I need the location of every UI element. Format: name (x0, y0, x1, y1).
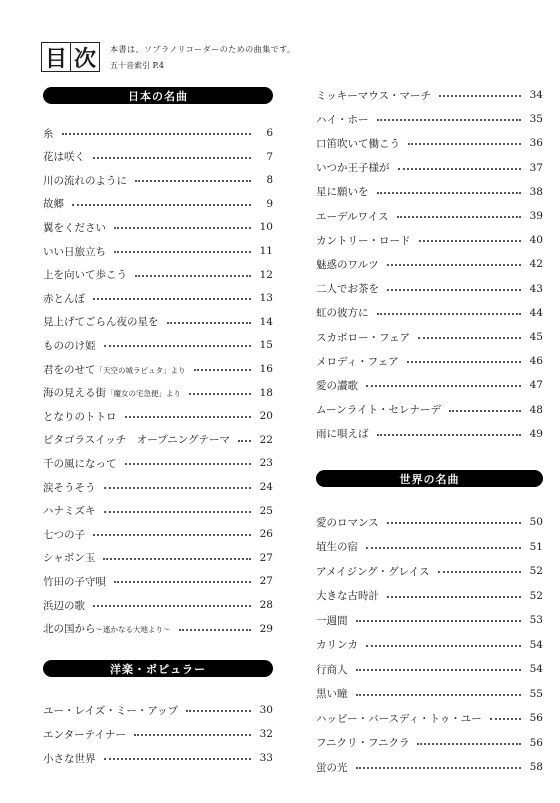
page-number: 34 (529, 89, 543, 101)
leader-dots (238, 440, 251, 442)
page-number: 16 (259, 363, 273, 375)
song-title: フニクリ・フニクラ (316, 737, 410, 749)
leader-dots (438, 571, 521, 573)
page-number: 55 (529, 687, 543, 700)
page-number: 14 (259, 315, 273, 328)
song-title: 北の国から～遙かなる大地より～ (43, 623, 171, 636)
song-title: ピタゴラスイッチ オープニングテーマ (43, 434, 231, 447)
page-number: 37 (529, 161, 543, 174)
toc-entry (43, 148, 273, 166)
section-japanese (43, 87, 273, 636)
leader-dots (93, 605, 251, 607)
song-title: もののけ姫 (43, 339, 96, 352)
song-title: ミッキーマウス・マーチ (316, 89, 431, 102)
toc-entry (316, 401, 543, 419)
toc-entry (316, 134, 543, 152)
page-number: 24 (259, 481, 273, 493)
toc-entry (43, 478, 273, 496)
song-note: 「天空の城ラピュタ」より (95, 365, 186, 375)
song-title: カントリー・ロード (316, 234, 411, 247)
song-title: 虹の彼方に (316, 307, 369, 320)
toc-entry (316, 328, 543, 346)
leader-dots (104, 487, 252, 489)
leader-dots (377, 119, 522, 121)
toc-entry (43, 620, 273, 638)
leader-dots (407, 361, 521, 363)
leader-dots (93, 157, 251, 159)
song-title: 口笛吹いて働こう (316, 137, 400, 150)
song-title: 君をのせて「天空の城ラピュタ」より (43, 363, 186, 376)
page-number: 11 (259, 245, 273, 257)
page-number: 32 (259, 728, 273, 740)
toc-entry (43, 124, 273, 142)
page-number: 49 (529, 427, 543, 440)
song-title: スカボロー・フェア (316, 331, 410, 344)
leader-dots (377, 313, 522, 315)
page-number: 20 (259, 410, 273, 423)
toc-entry (316, 513, 543, 531)
song-title: 愛のロマンス (316, 516, 379, 529)
song-title: 竹田の子守唄 (43, 575, 106, 588)
toc-entry (316, 587, 543, 605)
leader-dots (62, 133, 252, 135)
page-number: 15 (259, 339, 273, 352)
song-title: ユー・レイズ・ミー・アップ (43, 704, 179, 717)
song-title: アメイジング・グレイス (316, 565, 430, 578)
leader-dots (194, 369, 252, 371)
song-title: 七つの子 (43, 528, 85, 541)
song-title: シャボン玉 (43, 552, 96, 565)
leader-dots (103, 558, 251, 560)
page-number: 56 (529, 712, 543, 724)
toc-entry (43, 431, 273, 449)
leader-dots (356, 767, 522, 769)
page-number: 44 (529, 306, 543, 319)
section-title-japanese: 日本の名曲 (43, 87, 273, 104)
song-title: 星に願いを (316, 186, 369, 199)
toc-entry (43, 336, 273, 354)
page-number: 8 (266, 174, 273, 187)
leader-dots (397, 216, 521, 218)
song-title: 愛の讃歌 (316, 379, 358, 392)
page-number: 35 (529, 113, 543, 126)
leader-dots (408, 143, 521, 145)
page-number: 43 (529, 282, 543, 295)
toc-entry (43, 289, 273, 307)
page-number: 54 (529, 638, 543, 651)
song-title: 雨に唄えば (316, 428, 369, 441)
toc-entry (316, 159, 543, 177)
song-title: 赤とんぼ (43, 292, 85, 305)
page-number: 29 (259, 622, 273, 635)
toc-entry (43, 407, 273, 425)
song-title: ハナミズキ (43, 505, 96, 518)
song-title: 黒い瞳 (316, 688, 348, 700)
page-number: 27 (259, 575, 273, 588)
leader-dots (93, 298, 251, 300)
toc-entry (316, 86, 543, 104)
toc-entry (43, 749, 273, 767)
toc-entry (316, 734, 543, 752)
page-number: 53 (529, 614, 543, 626)
page-number: 50 (529, 516, 543, 528)
leader-dots (104, 758, 252, 760)
song-title: エーデルワイス (316, 210, 389, 223)
page-number: 25 (259, 504, 273, 517)
leader-dots (377, 192, 522, 194)
toc-entry (43, 171, 273, 189)
leader-dots (387, 522, 521, 524)
leader-dots (93, 534, 251, 536)
song-title: 埴生の宿 (316, 541, 358, 553)
leader-dots (366, 385, 521, 387)
page-number: 45 (529, 331, 543, 343)
page-number: 26 (259, 528, 273, 541)
toc-entry (316, 562, 543, 580)
toc-entry (43, 313, 273, 331)
page-number: 48 (529, 403, 543, 416)
leader-dots (366, 547, 521, 549)
toc-entry (43, 360, 273, 378)
toc-entry (316, 538, 543, 556)
leader-dots (72, 204, 251, 206)
toc-entry (43, 572, 273, 590)
song-title: 二人でお茶を (316, 283, 379, 296)
song-title: 小さな世界 (43, 752, 96, 765)
page-number: 13 (259, 292, 273, 305)
song-title: ハッピー・バースディ・トゥ・ユー (316, 712, 482, 725)
song-title: 上を向いて歩こう (43, 269, 127, 282)
page-number: 7 (266, 150, 273, 163)
leader-dots (366, 645, 521, 647)
leader-dots (417, 743, 521, 745)
toc-entry (316, 636, 543, 654)
leader-dots (439, 95, 521, 97)
toc-entry (43, 384, 273, 402)
leader-dots (356, 620, 522, 622)
leader-dots (167, 322, 252, 324)
toc-entry (316, 304, 543, 322)
leader-dots (387, 264, 521, 266)
toc-entry (43, 242, 273, 260)
toc-entry (316, 611, 543, 629)
page-number: 10 (259, 221, 273, 234)
song-title: となりのトトロ (43, 410, 117, 423)
page-number: 22 (259, 433, 273, 446)
page-number: 33 (259, 752, 273, 764)
toc-title-char: 次 (70, 43, 99, 71)
leader-dots (356, 694, 522, 696)
toc-entry (316, 376, 543, 394)
toc-entry (43, 549, 273, 567)
toc-entry (316, 758, 543, 776)
song-note: ～遙かなる大地より～ (95, 625, 171, 635)
page-number: 39 (529, 210, 543, 222)
leader-dots (356, 669, 522, 671)
leader-dots (418, 337, 521, 339)
leader-dots (104, 345, 252, 347)
leader-dots (179, 629, 252, 631)
leader-dots (134, 734, 251, 736)
toc-entry (43, 195, 273, 213)
page-number: 52 (529, 565, 543, 577)
page-number: 46 (529, 355, 543, 368)
song-title: メロディ・フェア (316, 355, 399, 368)
page-number: 18 (259, 386, 273, 399)
toc-entry (316, 110, 543, 128)
page-number: 51 (529, 540, 543, 553)
toc-entry (316, 280, 543, 298)
song-title: 浜辺の歌 (43, 599, 85, 612)
toc-title-char: 目 (44, 45, 67, 72)
leader-dots (387, 289, 521, 291)
page-number: 6 (266, 127, 273, 139)
leader-dots (490, 718, 521, 720)
song-title: ムーンライト・セレナーデ (316, 404, 441, 417)
song-title: 花は咲く (43, 151, 85, 164)
toc-entry (43, 701, 273, 719)
book-description: 本書は、ソプラノリコーダーのための曲集です。 (110, 45, 296, 54)
toc-entry (316, 660, 543, 678)
toc-entry (316, 183, 543, 201)
toc-title (41, 42, 100, 72)
page-number: 38 (529, 185, 543, 198)
song-title: 蛍の光 (316, 761, 348, 774)
section-world (316, 470, 543, 774)
song-title: 糸 (43, 127, 54, 140)
header-text (110, 44, 296, 71)
leader-dots (125, 416, 252, 418)
toc-entry (43, 454, 273, 472)
song-title: 千の風になって (43, 457, 117, 470)
leader-dots (186, 710, 251, 712)
toc-entry (43, 218, 273, 236)
toc-entry (316, 207, 543, 225)
page-number: 52 (529, 589, 543, 602)
leader-dots (387, 596, 521, 598)
page-number: 12 (259, 268, 273, 281)
song-title: 見上げてごらん夜の星を (43, 316, 159, 329)
toc-entry (43, 266, 273, 284)
page-number: 23 (259, 457, 273, 470)
section-title-western: 洋楽・ポピュラー (43, 660, 273, 677)
toc-entry (316, 352, 543, 370)
song-title: 故郷 (43, 198, 64, 211)
page-number: 27 (259, 551, 273, 564)
leader-dots (114, 227, 251, 229)
toc-entry (316, 255, 543, 273)
index-reference: 五十音索引 P.4 (110, 61, 164, 70)
toc-entry (43, 725, 273, 743)
song-title: 海の見える街「魔女の宅急便」より (43, 387, 181, 400)
leader-dots (125, 463, 252, 465)
toc-entry (316, 685, 543, 703)
section-title-world: 世界の名曲 (316, 470, 543, 487)
toc-entry (43, 502, 273, 520)
toc-entry (316, 425, 543, 443)
song-title: 行商人 (316, 663, 348, 676)
song-title: 川の流れのように (43, 174, 127, 187)
toc-entry (43, 525, 273, 543)
page-number: 54 (529, 663, 543, 675)
toc-entry (316, 231, 543, 249)
leader-dots (135, 275, 251, 277)
song-title: 大きな古時計 (316, 590, 379, 602)
toc-entry (43, 596, 273, 614)
toc-header (41, 42, 296, 72)
song-title: 一週間 (316, 614, 348, 627)
page-number: 9 (266, 197, 273, 210)
leader-dots (104, 511, 252, 513)
leader-dots (114, 581, 251, 583)
song-title: カリンカ (316, 639, 358, 651)
song-title: エンターテイナー (43, 728, 126, 741)
song-title: ハイ・ホー (316, 113, 369, 126)
page-number: 36 (529, 137, 543, 150)
song-title: 涙そうそう (43, 481, 96, 494)
song-title: いつか王子様が (316, 162, 390, 175)
song-title: 魅惑のワルツ (316, 258, 379, 271)
page-number: 30 (259, 704, 273, 716)
toc-entry (316, 709, 543, 727)
page-number: 28 (259, 599, 273, 611)
leader-dots (449, 410, 521, 412)
leader-dots (114, 251, 251, 253)
page-number: 47 (529, 379, 543, 392)
leader-dots (398, 168, 522, 170)
leader-dots (377, 434, 522, 436)
leader-dots (189, 393, 251, 395)
song-title: 翼をください (43, 221, 106, 234)
page-number: 58 (529, 761, 543, 773)
song-note: 「魔女の宅急便」より (106, 389, 181, 399)
page-number: 40 (529, 234, 543, 247)
leader-dots (135, 180, 251, 182)
page-number: 56 (529, 736, 543, 749)
song-title: いい日旅立ち (43, 245, 106, 258)
section-western (43, 660, 273, 765)
page-number: 42 (529, 258, 543, 271)
leader-dots (419, 240, 522, 242)
